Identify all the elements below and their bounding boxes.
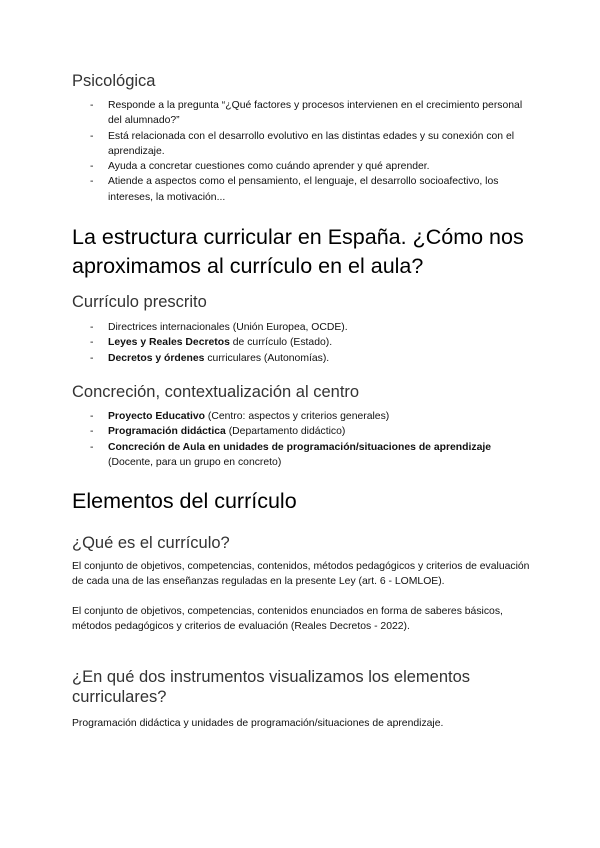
list-item: - Proyecto Educativo (Centro: aspectos y criterios generales) bbox=[90, 411, 390, 422]
prescrito-list bbox=[72, 320, 532, 366]
paragraph-definicion-rd: El conjunto de objetivos, competencias, contenidos enunciados en forma de saberes básicos, métodos pedagógicos y criterios de evaluación (Reales Decretos - 2022). bbox=[72, 606, 503, 633]
list-item: - Ayuda a concretar cuestiones como cuándo aprender y qué aprender. bbox=[90, 161, 430, 173]
concrecion-list bbox=[72, 409, 532, 470]
list-item: - Está relacionada con el desarrollo evolutivo en las distintas edades y su conexión con el aprendizaje. bbox=[90, 130, 515, 157]
heading-instrumentos: ¿En qué dos instrumentos visualizamos los elementos curriculares? bbox=[72, 668, 471, 706]
heading-estructura: La estructura curricular en España. ¿Cómo nos aproximamos al currículo en el aula? bbox=[72, 225, 524, 278]
list-item: - Leyes y Reales Decretos de currículo (Estado). bbox=[90, 337, 333, 349]
paragraph-instrumentos: Programación didáctica y unidades de programación/situaciones de aprendizaje. bbox=[72, 718, 444, 729]
heading-concrecion: Concreción, contextualización al centro bbox=[72, 383, 360, 401]
list-item: - Directrices internacionales (Unión Europea, OCDE). bbox=[90, 322, 348, 333]
psicologica-list bbox=[72, 98, 532, 205]
list-item: - Decretos y órdenes curriculares (Autonomías). bbox=[90, 352, 330, 364]
list-item: - Atiende a aspectos como el pensamiento, el lenguaje, el desarrollo socioafectivo, los intereses, la motivación... bbox=[90, 176, 499, 203]
heading-que-es: ¿Qué es el currículo? bbox=[72, 534, 230, 552]
heading-curriculo-prescrito: Currículo prescrito bbox=[72, 293, 207, 311]
heading-elementos: Elementos del currículo bbox=[72, 489, 297, 513]
list-item: - Programación didáctica (Departamento didáctico) bbox=[90, 426, 346, 438]
heading-psicologica: Psicológica bbox=[72, 72, 156, 90]
list-item: - Concreción de Aula en unidades de programación/situaciones de aprendizaje (Docente, para un grupo en concreto) bbox=[90, 441, 492, 468]
paragraph-definicion-lomloe: El conjunto de objetivos, competencias, contenidos, métodos pedagógicos y criterios de evaluación de cada una de las enseñanzas reguladas en la presente Ley (art. 6 - LOMLOE). bbox=[72, 561, 530, 588]
list-item: - Responde a la pregunta “¿Qué factores y procesos intervienen en el crecimiento personal del alumnado?” bbox=[90, 100, 523, 127]
